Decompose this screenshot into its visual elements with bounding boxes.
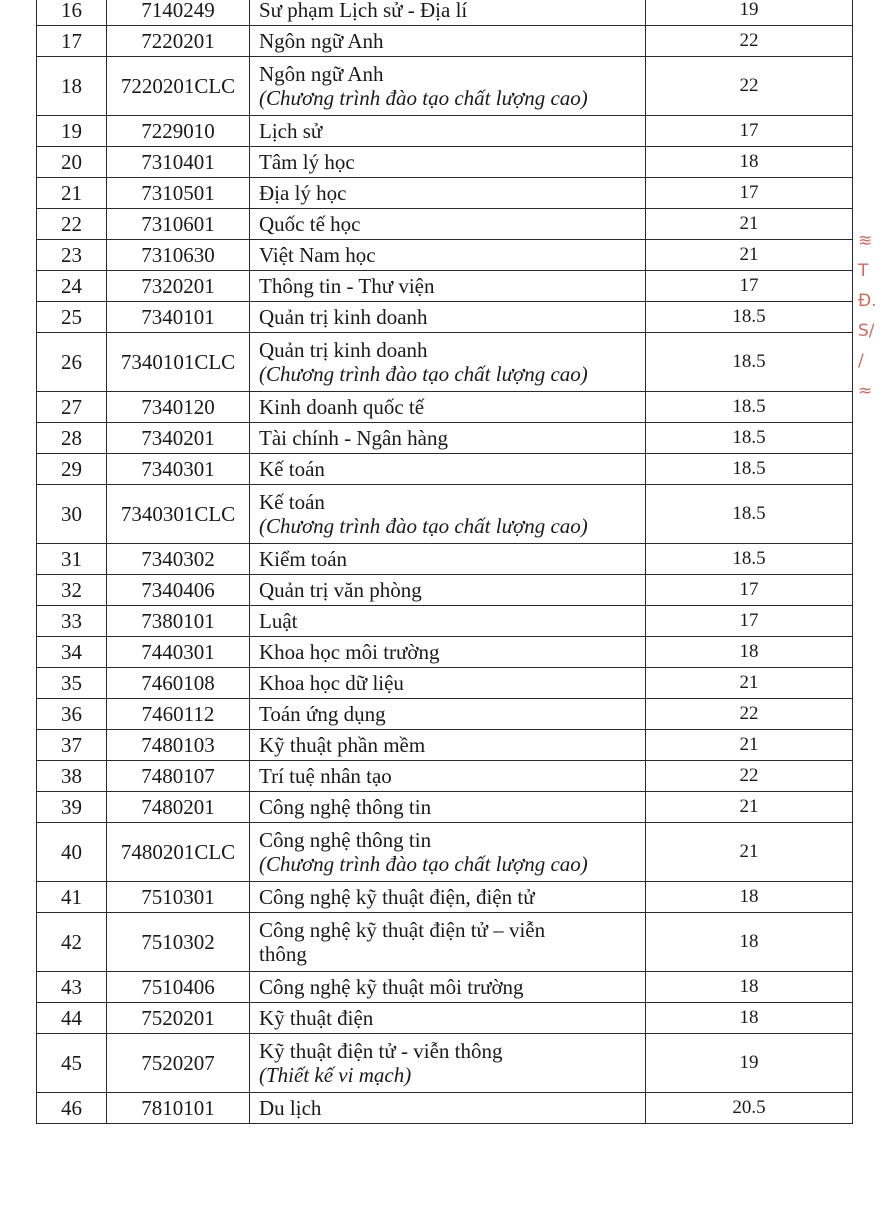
major-code: 7340120: [107, 392, 250, 423]
major-name-cell: [250, 147, 646, 178]
table-row: [37, 544, 853, 575]
major-name: Toán ứng dụng: [259, 702, 386, 726]
major-name-note: thông: [259, 942, 307, 966]
row-number: 19: [37, 116, 107, 147]
major-name-cell: [250, 972, 646, 1003]
table-row: [37, 606, 853, 637]
stamp-glyph: T: [858, 261, 869, 281]
admission-score: 18: [646, 882, 853, 913]
major-code: 7520201: [107, 1003, 250, 1034]
major-name: Sư phạm Lịch sử - Địa lí: [259, 0, 468, 22]
admission-score: 18.5: [646, 302, 853, 333]
major-name: Kế toán: [259, 490, 325, 514]
major-name-cell: [250, 209, 646, 240]
major-name: Khoa học môi trường: [259, 640, 440, 664]
admission-score: 17: [646, 271, 853, 302]
major-name: Tâm lý học: [259, 150, 355, 174]
major-name: Du lịch: [259, 1096, 322, 1120]
table-row: [37, 882, 853, 913]
row-number: 17: [37, 26, 107, 57]
major-code: 7510406: [107, 972, 250, 1003]
admission-score: 18.5: [646, 392, 853, 423]
major-name: Khoa học dữ liệu: [259, 671, 404, 695]
major-name: Quốc tế học: [259, 212, 361, 236]
admission-score: 18: [646, 1003, 853, 1034]
row-number: 39: [37, 792, 107, 823]
admission-score: 20.5: [646, 1093, 853, 1124]
major-name: Kế toán: [259, 457, 325, 481]
row-number: 42: [37, 913, 107, 972]
admission-score: 17: [646, 178, 853, 209]
admission-score: 18.5: [646, 544, 853, 575]
row-number: 18: [37, 57, 107, 116]
major-code: 7510302: [107, 913, 250, 972]
major-code: 7520207: [107, 1034, 250, 1093]
major-name-cell: [250, 606, 646, 637]
row-number: 38: [37, 761, 107, 792]
major-name: Trí tuệ nhân tạo: [259, 764, 392, 788]
major-name: Luật: [259, 609, 298, 633]
row-number: 23: [37, 240, 107, 271]
admission-score-table: [36, 0, 853, 1124]
row-number: 44: [37, 1003, 107, 1034]
major-name: Kiểm toán: [259, 547, 348, 571]
admission-score: 18.5: [646, 333, 853, 392]
row-number: 31: [37, 544, 107, 575]
table-row: [37, 240, 853, 271]
major-name-cell: [250, 699, 646, 730]
table-row: [37, 1093, 853, 1124]
table-row: [37, 972, 853, 1003]
major-code: 7810101: [107, 1093, 250, 1124]
major-name-cell: [250, 792, 646, 823]
admission-score: 21: [646, 240, 853, 271]
table-row: [37, 1034, 853, 1093]
table-row: [37, 575, 853, 606]
table-row: [37, 730, 853, 761]
admission-score: 17: [646, 575, 853, 606]
major-code: 7480103: [107, 730, 250, 761]
major-name-cell: [250, 1093, 646, 1124]
major-name-note: (Chương trình đào tạo chất lượng cao): [259, 514, 588, 538]
row-number: 34: [37, 637, 107, 668]
admission-score: 22: [646, 26, 853, 57]
admission-score: 18: [646, 637, 853, 668]
table-row: [37, 699, 853, 730]
major-code: 7310601: [107, 209, 250, 240]
table-row: [37, 823, 853, 882]
major-name-cell: [250, 913, 646, 972]
major-code: 7340301CLC: [107, 485, 250, 544]
table-row: [37, 116, 853, 147]
admission-score: 21: [646, 209, 853, 240]
major-name-cell: [250, 454, 646, 485]
major-name-cell: [250, 882, 646, 913]
row-number: 33: [37, 606, 107, 637]
row-number: 22: [37, 209, 107, 240]
major-name: Công nghệ thông tin: [259, 828, 432, 852]
major-name-note: (Thiết kế vi mạch): [259, 1063, 412, 1087]
table-row: [37, 637, 853, 668]
row-number: 43: [37, 972, 107, 1003]
admission-score: 18.5: [646, 485, 853, 544]
row-number: 25: [37, 302, 107, 333]
major-name: Lịch sử: [259, 119, 323, 143]
row-number: 46: [37, 1093, 107, 1124]
major-name: Việt Nam học: [259, 243, 376, 267]
major-name-note: (Chương trình đào tạo chất lượng cao): [259, 852, 588, 876]
row-number: 37: [37, 730, 107, 761]
major-code: 7340406: [107, 575, 250, 606]
major-name-cell: [250, 1003, 646, 1034]
admission-score: 17: [646, 606, 853, 637]
stamp-glyph: S/: [858, 321, 875, 341]
admission-score: 17: [646, 116, 853, 147]
table-row: [37, 0, 853, 26]
major-code: 7460112: [107, 699, 250, 730]
major-code: 7310630: [107, 240, 250, 271]
row-number: 45: [37, 1034, 107, 1093]
row-number: 24: [37, 271, 107, 302]
major-code: 7340302: [107, 544, 250, 575]
major-name: Tài chính - Ngân hàng: [259, 426, 448, 450]
major-code: 7480201CLC: [107, 823, 250, 882]
major-name-cell: [250, 823, 646, 882]
table-row: [37, 792, 853, 823]
stamp-glyph: Đ.: [858, 291, 877, 311]
row-number: 41: [37, 882, 107, 913]
major-name-cell: [250, 333, 646, 392]
admission-score: 22: [646, 57, 853, 116]
major-name: Ngôn ngữ Anh: [259, 62, 384, 86]
major-name: Công nghệ thông tin: [259, 795, 432, 819]
admission-score: 18: [646, 972, 853, 1003]
table-row: [37, 178, 853, 209]
row-number: 28: [37, 423, 107, 454]
major-name: Quản trị kinh doanh: [259, 338, 428, 362]
major-name-cell: [250, 761, 646, 792]
major-code: 7140249: [107, 0, 250, 26]
major-code: 7229010: [107, 116, 250, 147]
major-name: Quản trị kinh doanh: [259, 305, 428, 329]
table-row: [37, 423, 853, 454]
admission-score: 21: [646, 730, 853, 761]
major-code: 7310501: [107, 178, 250, 209]
admission-score: 21: [646, 792, 853, 823]
major-name: Thông tin - Thư viện: [259, 274, 435, 298]
major-name-cell: [250, 392, 646, 423]
major-name: Kinh doanh quốc tế: [259, 395, 425, 419]
major-name: Quản trị văn phòng: [259, 578, 422, 602]
admission-score: 21: [646, 823, 853, 882]
row-number: 16: [37, 0, 107, 26]
table-row: [37, 26, 853, 57]
red-stamp-fragment: [858, 226, 887, 416]
table-row: [37, 485, 853, 544]
major-code: 7510301: [107, 882, 250, 913]
table-row: [37, 147, 853, 178]
major-code: 7480107: [107, 761, 250, 792]
major-code: 7340301: [107, 454, 250, 485]
table-row: [37, 1003, 853, 1034]
major-name-cell: [250, 637, 646, 668]
table-row: [37, 271, 853, 302]
major-name: Công nghệ kỹ thuật môi trường: [259, 975, 524, 999]
row-number: 35: [37, 668, 107, 699]
major-name-cell: [250, 668, 646, 699]
major-name-cell: [250, 271, 646, 302]
row-number: 27: [37, 392, 107, 423]
admission-score: 18: [646, 913, 853, 972]
row-number: 30: [37, 485, 107, 544]
row-number: 40: [37, 823, 107, 882]
major-name-cell: [250, 178, 646, 209]
major-name-cell: [250, 116, 646, 147]
admission-score: 18.5: [646, 423, 853, 454]
major-name: Kỹ thuật điện: [259, 1006, 374, 1030]
major-code: 7380101: [107, 606, 250, 637]
admission-score: 19: [646, 0, 853, 26]
major-name-cell: [250, 240, 646, 271]
row-number: 20: [37, 147, 107, 178]
table-row: [37, 333, 853, 392]
major-code: 7340201: [107, 423, 250, 454]
major-name: Địa lý học: [259, 181, 347, 205]
admission-score: 22: [646, 699, 853, 730]
major-name-cell: [250, 730, 646, 761]
major-name: Kỹ thuật điện tử - viễn thông: [259, 1039, 503, 1063]
major-name-cell: [250, 0, 646, 26]
major-name-cell: [250, 575, 646, 606]
row-number: 29: [37, 454, 107, 485]
major-name-cell: [250, 485, 646, 544]
major-name-cell: [250, 26, 646, 57]
major-code: 7320201: [107, 271, 250, 302]
major-name-note: (Chương trình đào tạo chất lượng cao): [259, 362, 588, 386]
row-number: 32: [37, 575, 107, 606]
major-name: Ngôn ngữ Anh: [259, 29, 384, 53]
major-code: 7440301: [107, 637, 250, 668]
admission-score: 21: [646, 668, 853, 699]
major-code: 7220201CLC: [107, 57, 250, 116]
major-code: 7340101: [107, 302, 250, 333]
table-row: [37, 668, 853, 699]
row-number: 21: [37, 178, 107, 209]
major-code: 7480201: [107, 792, 250, 823]
table-row: [37, 392, 853, 423]
row-number: 36: [37, 699, 107, 730]
stamp-glyph: ∕: [858, 351, 864, 371]
table-row: [37, 57, 853, 116]
major-name: Kỹ thuật phần mềm: [259, 733, 426, 757]
table-row: [37, 209, 853, 240]
major-name-cell: [250, 57, 646, 116]
stamp-glyph: ≋: [858, 231, 873, 251]
major-name-cell: [250, 302, 646, 333]
table-row: [37, 454, 853, 485]
table-row: [37, 913, 853, 972]
major-code: 7220201: [107, 26, 250, 57]
major-name: Công nghệ kỹ thuật điện tử – viễn: [259, 918, 546, 942]
table-body: [37, 0, 853, 1124]
major-name-cell: [250, 423, 646, 454]
major-code: 7340101CLC: [107, 333, 250, 392]
major-code: 7310401: [107, 147, 250, 178]
admission-score: 18.5: [646, 454, 853, 485]
major-code: 7460108: [107, 668, 250, 699]
major-name-cell: [250, 544, 646, 575]
admission-score: 18: [646, 147, 853, 178]
major-name-cell: [250, 1034, 646, 1093]
row-number: 26: [37, 333, 107, 392]
stamp-glyph: ≈: [858, 381, 873, 401]
admission-score: 22: [646, 761, 853, 792]
table-row: [37, 761, 853, 792]
admission-score: 19: [646, 1034, 853, 1093]
major-name: Công nghệ kỹ thuật điện, điện tử: [259, 885, 535, 909]
table-row: [37, 302, 853, 333]
major-name-note: (Chương trình đào tạo chất lượng cao): [259, 86, 588, 110]
